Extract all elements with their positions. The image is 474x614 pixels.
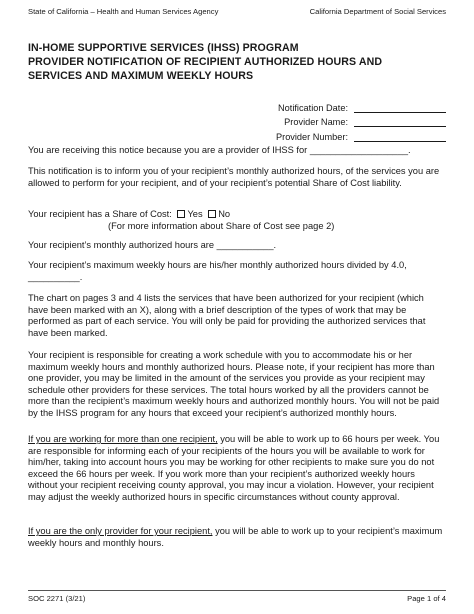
share-of-cost-question: [28, 209, 446, 232]
notification-date-row: [276, 98, 446, 113]
paragraph-service-chart: The chart on pages 3 and 4 lists the services that have been authorized for your recipient (which have been marked with an X), along with a brief description of the types of work that may be performed as part of each service. You will only be paid for providing the authorized services that have been marked.: [28, 293, 426, 338]
paragraph-work-schedule: Your recipient is responsible for creating a work schedule with you to accommodate his or her maximum weekly hours and monthly authorized hours. Please note, if your recipient has more than one provider, you may be limited in the amount of the services you provide as your recipient may schedule other providers for these services. The total hours worked by all the providers cannot be more than the recipient’s maximum weekly hours and authorized monthly hours. You will not be paid by the IHSS program for any hours that exceed your recipient’s authorized monthly hours.: [28, 350, 440, 418]
title-line-2: PROVIDER NOTIFICATION OF RECIPIENT AUTHORIZED HOURS AND: [28, 56, 383, 68]
yes-label: Yes: [187, 209, 203, 219]
multiple-recipients-underlined: If you are working for more than one recipient,: [28, 434, 218, 444]
provider-name-row: [276, 113, 446, 128]
paragraph-monthly-hours: Your recipient’s monthly authorized hours are ___________.: [28, 240, 277, 250]
share-of-cost-yes-checkbox[interactable]: [177, 210, 185, 218]
notification-fields: [276, 98, 446, 142]
multiple-recipients-text: you will be able to work up to 66 hours per week. You are responsible for informing each of your recipients of the hours you will be available to work for him/her, taking into account hours you may be working for other recipients to make sure you do not exceed the 66 hours per week. If you work more than your recipient’s authorized weekly hours without your recipient receiving county approval, you may incur a violation. However, your recipient may adjust the weekly authorized hours in specific circumstances without county approval.: [28, 434, 440, 502]
notification-date-field[interactable]: [354, 102, 446, 113]
provider-number-field[interactable]: [354, 131, 446, 142]
paragraph-multiple-recipients: [28, 434, 446, 504]
provider-name-field[interactable]: [354, 116, 446, 127]
provider-number-row: [276, 127, 446, 142]
department-name: California Department of Social Services: [309, 7, 446, 16]
only-provider-text: you will be able to work up to your recipient’s maximum weekly hours and monthly hours.: [28, 526, 443, 548]
share-of-cost-note: (For more information about Share of Cost see page 2): [108, 220, 335, 231]
no-label: No: [218, 209, 231, 219]
paragraph-notification-purpose: This notification is to inform you of your recipient’s monthly authorized hours, of the services you are allowed to perform for your recipient, and of your recipient’s potential Share of Cost liability.: [28, 166, 440, 188]
title-line-1: IN-HOME SUPPORTIVE SERVICES (IHSS) PROGRAM: [28, 42, 299, 54]
notification-date-label: Notification Date:: [278, 102, 348, 113]
paragraph-weekly-hours: Your recipient’s maximum weekly hours are his/her monthly authorized hours divided by 4.0, __________.: [28, 260, 407, 282]
agency-name: State of California – Health and Human Services Agency: [28, 7, 219, 16]
page-header: [28, 7, 446, 16]
form-page: [28, 0, 446, 614]
form-title: [28, 41, 446, 83]
only-provider-underlined: If you are the only provider for your recipient,: [28, 526, 213, 536]
title-line-3: SERVICES AND MAXIMUM WEEKLY HOURS: [28, 70, 254, 82]
page-footer: [28, 590, 446, 603]
page-number: Page 1 of 4: [407, 594, 446, 603]
share-of-cost-no-checkbox[interactable]: [208, 210, 216, 218]
share-of-cost-label: Your recipient has a Share of Cost:: [28, 209, 172, 219]
provider-name-label: Provider Name:: [284, 117, 348, 127]
provider-number-label: Provider Number:: [276, 131, 348, 142]
paragraph-only-provider: [28, 526, 446, 549]
form-id: SOC 2271 (3/21): [28, 594, 86, 603]
paragraph-receiving-notice: You are receiving this notice because you are a provider of IHSS for ___________________.: [28, 145, 411, 155]
